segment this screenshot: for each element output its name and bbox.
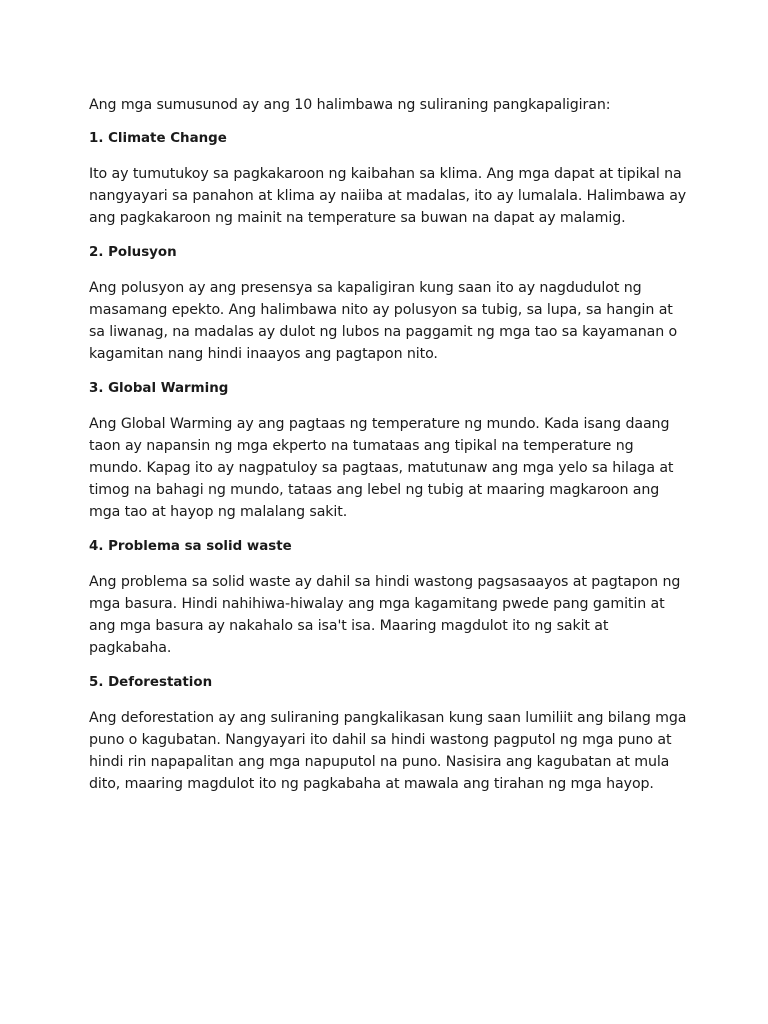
section-deforestation <box>89 672 689 795</box>
intro-paragraph: Ang mga sumusunod ay ang 10 halimbawa ng suliraning pangkapaligiran: <box>89 97 611 113</box>
section-body: Ito ay tumutukoy sa pagkakaroon ng kaibahan sa klima. Ang mga dapat at tipikal na nangyayari sa panahon at klima ay naiiba at madalas, ito ay lumalala. Halimbawa ay ang pagkakaroon ng mainit na temperature sa buwan na dapat ay malamig. <box>89 166 687 226</box>
section-heading: 5. Deforestation <box>89 675 213 690</box>
section-body: Ang problema sa solid waste ay dahil sa hindi wastong pagsasaayos at pagtapon ng mga basura. Hindi nahihiwa-hiwalay ang mga kagamitang pwede pang gamitin at ang mga basura ay nakahalo sa isa't isa. Maaring magdulot ito ng sakit at pagkabaha. <box>89 574 681 656</box>
section-body: Ang deforestation ay ang suliraning pangkalikasan kung saan lumiliit ang bilang mga puno o kagubatan. Nangyayari ito dahil sa hindi wastong pagputol ng mga puno at hindi rin napapalitan ang mga napuputol na puno. Nasisira ang kagubatan at mula dito, maaring magdulot ito ng pagkabaha at mawala ang tirahan ng mga hayop. <box>89 710 687 792</box>
section-heading: 3. Global Warming <box>89 381 229 396</box>
section-body: Ang Global Warming ay ang pagtaas ng temperature ng mundo. Kada isang daang taon ay napansin ng mga ekperto na tumataas ang tipikal na temperature ng mundo. Kapag ito ay nagpatuloy sa pagtaas, matutunaw ang mga yelo sa hilaga at timog na bahagi ng mundo, tataas ang lebel ng tubig at maaring magkaroon ang mga tao at hayop ng malalang sakit. <box>89 416 674 520</box>
section-heading: 2. Polusyon <box>89 245 177 260</box>
section-climate-change <box>89 128 689 229</box>
section-solid-waste <box>89 536 689 659</box>
document-page <box>89 94 689 808</box>
section-global-warming <box>89 378 689 523</box>
section-polusyon <box>89 242 689 365</box>
section-heading: 1. Climate Change <box>89 131 227 146</box>
section-heading: 4. Problema sa solid waste <box>89 539 292 554</box>
section-body: Ang polusyon ay ang presensya sa kapaligiran kung saan ito ay nagdudulot ng masamang epekto. Ang halimbawa nito ay polusyon sa tubig, sa lupa, sa hangin at sa liwanag, na madalas ay dulot ng lubos na paggamit ng mga tao sa kayamanan o kagamitan nang hindi inaayos ang pagtapon nito. <box>89 280 678 362</box>
